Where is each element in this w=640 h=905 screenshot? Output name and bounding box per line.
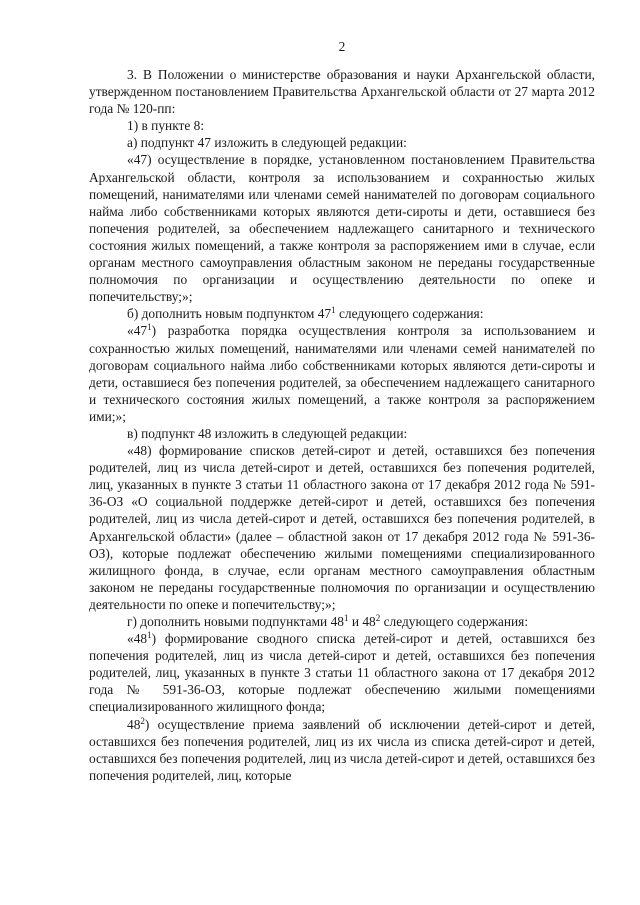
paragraph-text-47-1: «$47^1$) разработка порядка осуществления контроля за использованием и сохранностью жилых помещений, нанимателями или членами семей нанимателей по договорам социального найма либо собственниками которых являются дети-сироты и дети, оставшиеся без попечения родителей, за обеспечением надлежащего санитарного и технического состояния жилых помещений, а также контроля за распоряжением ими;»; (89, 322, 595, 424)
page-number: 2 (338, 39, 346, 54)
paragraph-text-47: «47) осуществление в порядке, установленном постановлением Правительства Архангельской области, контроля за использованием и сохранностью жилых помещений, нанимателями или членами семей нанимателей по договорам социального найма либо собственниками которых являются дети-сироты и дети, оставшиеся без попечения родителей, за обеспечением надлежащего санитарного и технического состояния жилых помещений, а также контроля за распоряжением ими в случае, если органам местного самоуправления областным законом не переданы государственные полномочия по организации и осуществлению деятельности по опеке и попечительству;»; (89, 152, 595, 305)
paragraph-subitem-a: а) подпункт 47 изложить в следующей редакции: (127, 135, 407, 151)
paragraph-text-48-1: «$48^1$) формирование сводного списка детей-сирот и детей, оставшихся без попечения родителей, лиц из числа детей-сирот и детей, оставшихся без попечения родителей, лиц, указанных в пункте 3 статьи 11 областного закона от 17 декабря 2012 года № 591-36-ОЗ, которые подлежат обеспечению жилыми помещениями специализированного жилищного фонда; (89, 630, 595, 715)
document-page (89, 0, 595, 784)
paragraph-subitem-b: б) дополнить новым подпунктом $47^1$ следующего содержания: (127, 305, 484, 322)
paragraph-subitem-1: 1) в пункте 8: (127, 118, 205, 134)
paragraph-subitem-v: в) подпункт 48 изложить в следующей редакции: (127, 425, 408, 441)
paragraph-item-3: 3. В Положении о министерстве образования и науки Архангельской области, утвержденном постановлением Правительства Архангельской области от 27 марта 2012 года № 120-пп: (89, 67, 595, 117)
paragraph-text-48-2: $48^2$) осуществление приема заявлений об исключении детей-сирот и детей, оставшихся без попечения родителей, лиц из их числа из списка детей-сирот и детей, оставшихся без попечения родителей, лиц из числа детей-сирот и детей, оставшихся без попечения родителей, лиц, которые (89, 715, 595, 783)
paragraph-text-48: «48) формирование списков детей-сирот и детей, оставшихся без попечения родителей, лиц из числа детей-сирот и детей, оставшихся без попечения родителей, лиц, указанных в пункте 3 статьи 11 областного закона от 17 декабря 2012 года № 591-36-ОЗ «О социальной поддержке детей-сирот и детей, оставшихся без попечения родителей, лиц из числа детей-сирот и детей, оставшихся без попечения родителей, в Архангельской области» (далее – областной закон от 17 декабря 2012 года № 591-36-ОЗ), которые подлежат обеспечению жилыми помещениями специализированного жилищного фонда, в случае, если органам местного самоуправления областным законом не переданы государственные полномочия по организации и осуществлению деятельности по опеке и попечительству;»; (89, 443, 595, 612)
paragraph-subitem-g: г) дополнить новыми подпунктами $48^1$ и $48^2$ следующего содержания: (127, 613, 529, 629)
